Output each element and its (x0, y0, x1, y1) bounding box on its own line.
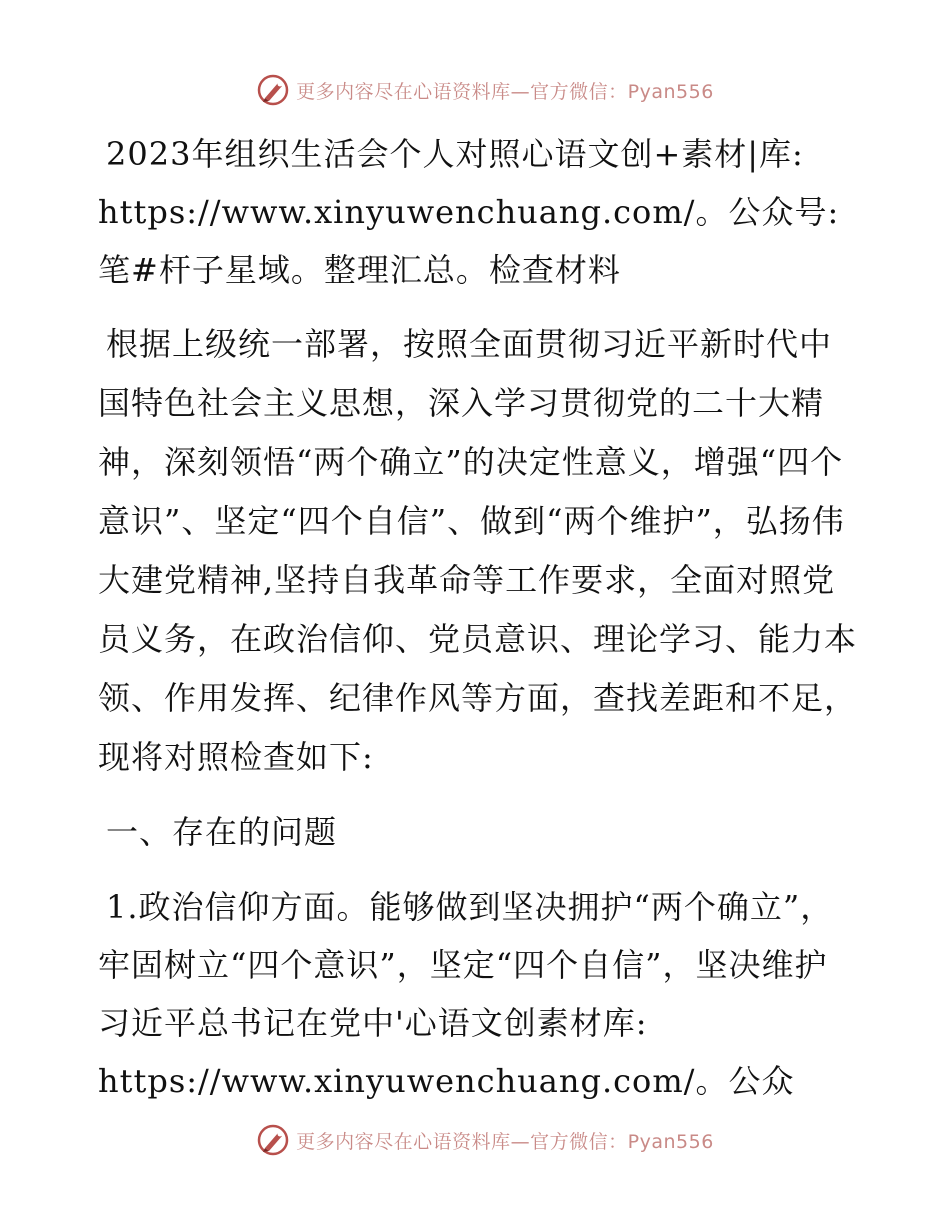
watermark-text: 更多内容尽在心语资料库—官方微信：Pyan556 (296, 80, 714, 103)
pen-circle-logo-icon (256, 73, 290, 107)
watermark-group (256, 73, 714, 107)
footer-watermark (0, 1120, 950, 1160)
section-heading (98, 803, 858, 862)
heading-text: 一、存在的问题 (106, 813, 338, 851)
header-watermark (0, 70, 950, 110)
intro-paragraph (98, 315, 858, 787)
item-paragraph (98, 878, 858, 1110)
pen-circle-logo-icon (256, 1123, 290, 1157)
document-body (98, 125, 858, 1110)
paragraph-text: 根据上级统一部署，按照全面贯彻习近平新时代中国特色社会主义思想，深入学习贯彻党的二十大精神，深刻领悟“两个确立”的决定性意义，增强“四个意识”、坚定“四个自信”、做到“两个维护”，弘扬伟大建党精神,坚持自我革命等工作要求，全面对照党员义务，在政治信仰、党员意识、理论学习、能力本领、作用发挥、纪律作风等方面，查找差距和不足，现将对照检查如下: (98, 325, 858, 776)
document-title-paragraph (98, 125, 858, 299)
watermark-group (256, 1123, 714, 1157)
paragraph-text: 2023年组织生活会个人对照心语文创+素材|库: https://www.xinyuwenchuang.com/。公众号: 笔#杆子星域。整理汇总。检查材料 (98, 135, 840, 289)
paragraph-text: 1.政治信仰方面。能够做到坚决拥护“两个确立”，牢固树立“四个意识”，坚定“四个自信”，坚决维护习近平总书记在党中'心语文创素材库: https://www.xinyuwenchuang.com/。公众 (98, 888, 834, 1100)
watermark-text: 更多内容尽在心语资料库—官方微信：Pyan556 (296, 1130, 714, 1153)
